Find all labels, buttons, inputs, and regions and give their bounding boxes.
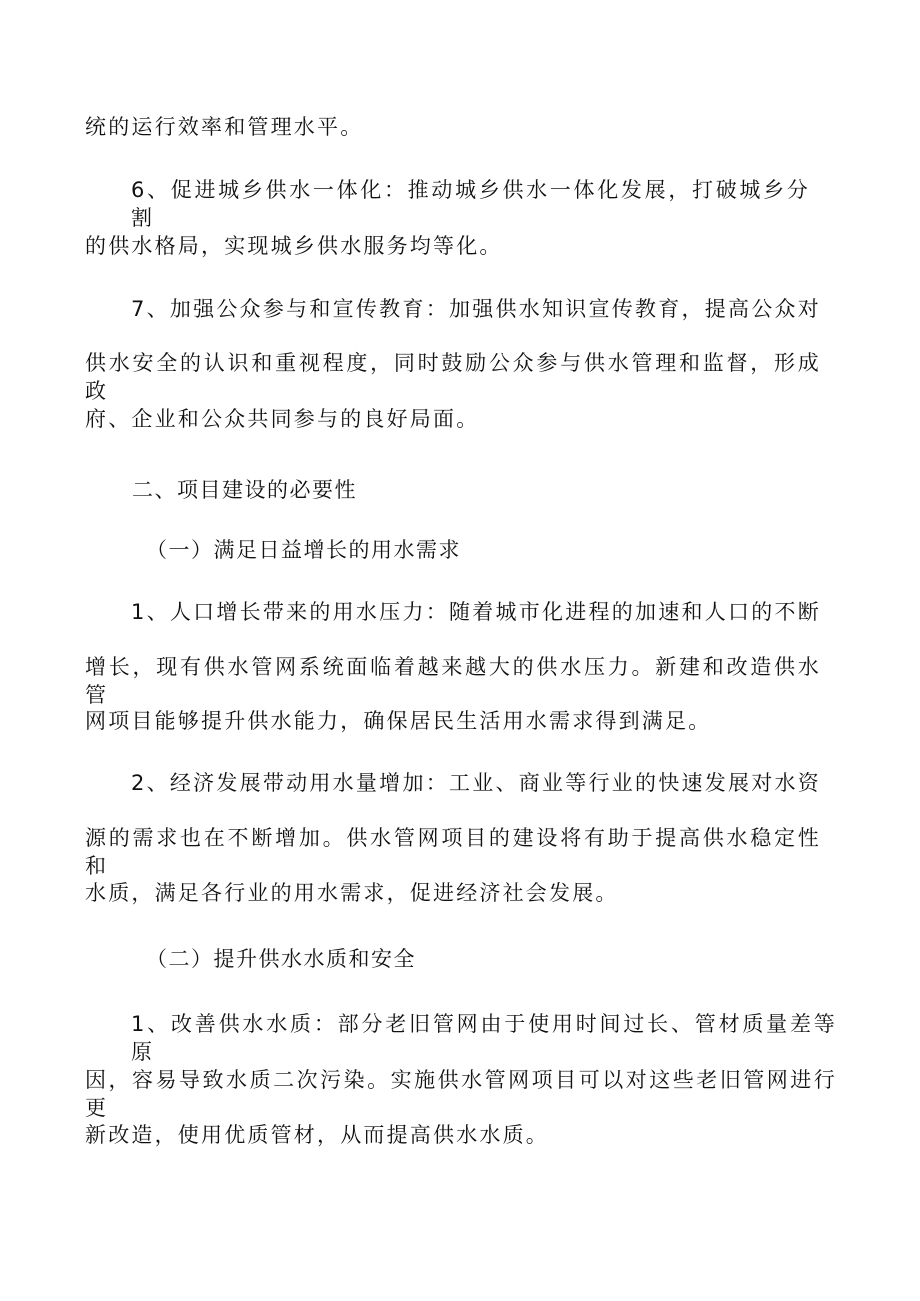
paragraph-line: 增长，现有供水管网系统面临着越来越大的供水压力。新建和改造供水管 <box>85 655 821 707</box>
paragraph-line: 供水安全的认识和重视程度，同时鼓励公众参与供水管理和监督，形成政 <box>85 351 821 403</box>
paragraph-line: 水质，满足各行业的用水需求，促进经济社会发展。 <box>85 881 619 905</box>
paragraph-line: 1、人口增长带来的用水压力：随着城市化进程的加速和人口的不断 <box>131 600 821 624</box>
paragraph-line: 源的需求也在不断增加。供水管网项目的建设将有助于提高供水稳定性和 <box>85 826 821 878</box>
subsection-heading: （一）满足日益增长的用水需求 <box>146 538 461 562</box>
paragraph-line: 府、企业和公众共同参与的良好局面。 <box>85 407 480 431</box>
paragraph-line: 网项目能够提升供水能力，确保居民生活用水需求得到满足。 <box>85 709 712 733</box>
paragraph-line: 统的运行效率和管理水平。 <box>85 115 364 139</box>
paragraph-line: 6、促进城乡供水一体化：推动城乡供水一体化发展，打破城乡分割 <box>131 178 810 230</box>
paragraph-line: 2、经济发展带动用水量增加：工业、商业等行业的快速发展对水资 <box>131 771 821 795</box>
subsection-heading: （二）提升供水水质和安全 <box>146 947 416 971</box>
paragraph-line: 的供水格局，实现城乡供水服务均等化。 <box>85 234 503 258</box>
section-heading: 二、项目建设的必要性 <box>132 478 357 502</box>
paragraph-line: 7、加强公众参与和宣传教育：加强供水知识宣传教育，提高公众对 <box>131 297 821 321</box>
paragraph-line: 因，容易导致水质二次污染。实施供水管网项目可以对这些老旧管网进行更 <box>85 1068 837 1120</box>
paragraph-line: 新改造，使用优质管材，从而提高供水水质。 <box>85 1123 549 1147</box>
paragraph-line: 1、改善供水水质：部分老旧管网由于使用时间过长、管材质量差等原 <box>131 1012 837 1064</box>
